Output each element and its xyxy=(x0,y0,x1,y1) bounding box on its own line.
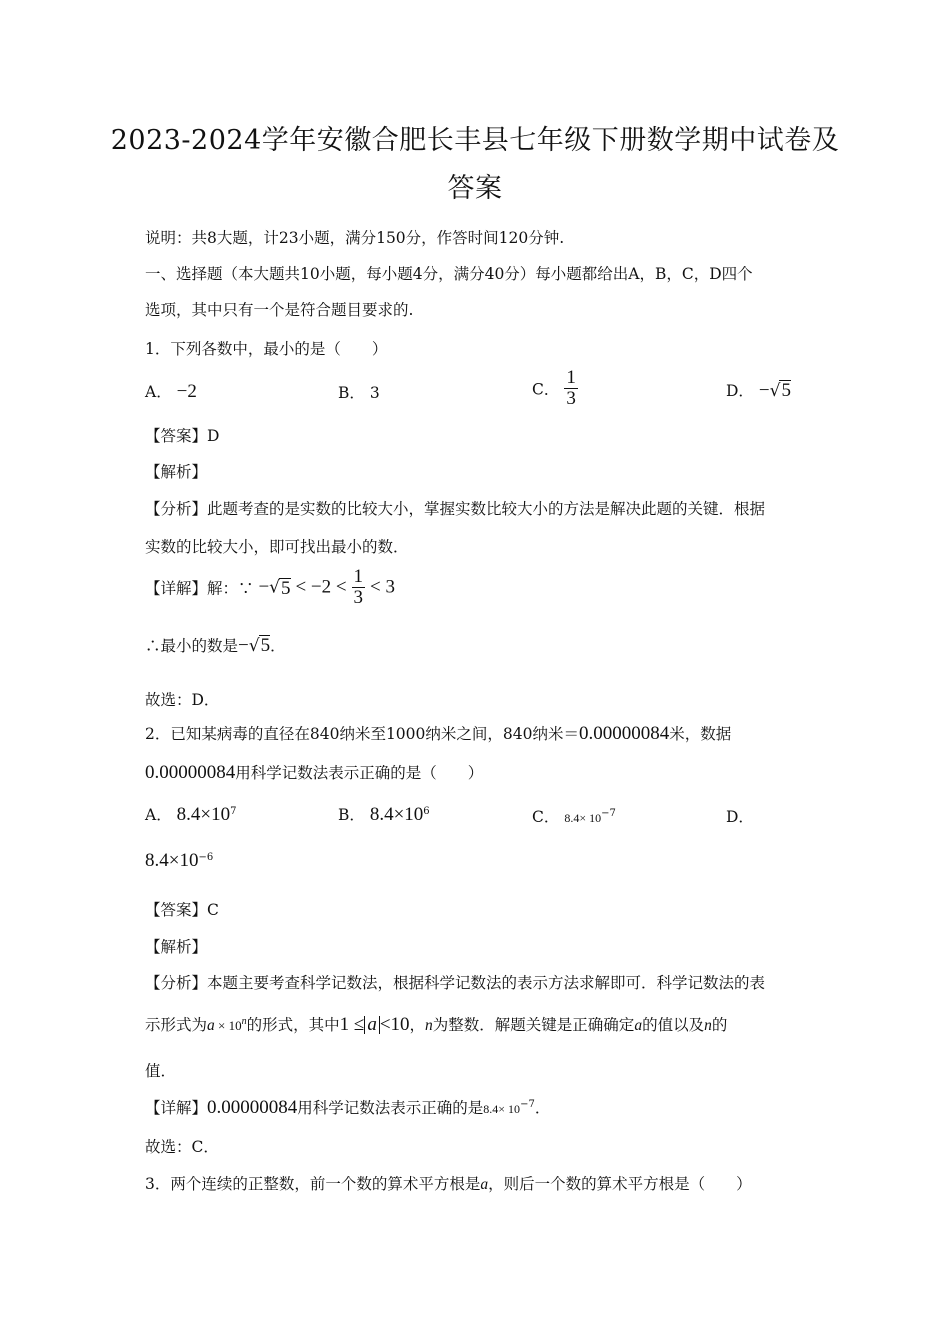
q2-choice: 故选：C． xyxy=(145,1138,219,1156)
q2-analysis-abs-a: a xyxy=(364,1016,380,1034)
sqrt-icon: √ xyxy=(248,636,260,656)
sqrt-icon: √ xyxy=(769,381,781,401)
q2-option-a-base: 8.4×10 xyxy=(176,804,231,825)
q2-detail-exponent: −7 xyxy=(520,1098,535,1110)
document-title-line-1: 2023-2024学年安徽合肥长丰县七年级下册数学期中试卷及 xyxy=(110,125,840,156)
q1-option-d-sign: − xyxy=(758,380,770,401)
q2-analysis-text-c: ， xyxy=(409,1016,426,1034)
q1-option-a-label: A． xyxy=(145,383,172,401)
q3-stem-text: 3．两个连续的正整数，前一个数的算术平方根是 xyxy=(145,1175,481,1193)
q2-analysis-var-a2: a xyxy=(634,1017,643,1034)
q2-detail xyxy=(145,1096,550,1119)
q2-stem-text-b: 米，数据 xyxy=(669,725,732,743)
q1-analysis-line-2: 实数的比较大小，即可找出最小的数． xyxy=(145,538,409,556)
q1-option-a xyxy=(145,380,197,403)
q2-analysis-times: × 10 xyxy=(214,1018,242,1033)
q2-stem-text-c: 用科学记数法表示正确的是（ ） xyxy=(235,764,484,782)
q2-analysis-line-2 xyxy=(145,1013,727,1036)
q1-explanation-label: 【解析】 xyxy=(145,463,208,481)
q1-option-b-label: B． xyxy=(338,384,365,402)
q2-analysis-var-n3: n xyxy=(704,1017,712,1034)
q1-option-c-fraction xyxy=(564,368,578,409)
q1-conclusion-radicand: 5 xyxy=(260,635,271,656)
q2-explanation-label: 【解析】 xyxy=(145,938,208,956)
q1-option-c xyxy=(532,368,578,409)
q2-answer: 【答案】C xyxy=(145,901,219,919)
q1-detail-numerator: 1 xyxy=(353,566,364,587)
section-1-heading-line-2: 选项，其中只有一个是符合题目要求的. xyxy=(145,301,414,319)
q1-option-b-value: 3 xyxy=(369,384,380,402)
q2-analysis-text-e: 的值以及 xyxy=(642,1016,705,1034)
q1-detail-radicand: 5 xyxy=(281,577,291,599)
q2-analysis-var-a: a xyxy=(207,1017,215,1034)
q1-detail-fraction xyxy=(352,567,366,608)
q1-conclusion xyxy=(145,634,286,657)
q2-detail-base: 8.4× 10 xyxy=(483,1102,521,1116)
q1-option-a-value: −2 xyxy=(176,381,197,402)
q2-option-a-exponent: 7 xyxy=(230,805,237,817)
q2-option-b-exponent: 6 xyxy=(423,805,430,817)
q1-detail xyxy=(145,567,395,608)
q1-conclusion-prefix: ∴最小的数是 xyxy=(145,637,239,655)
q2-option-b-label: B． xyxy=(338,806,365,824)
q2-analysis-line-3: 值． xyxy=(145,1062,177,1080)
q1-choice: 故选：D． xyxy=(145,691,220,709)
q1-detail-middle: < −2 < xyxy=(295,576,347,598)
q3-stem xyxy=(145,1172,752,1194)
q2-detail-prefix: 【详解】 xyxy=(145,1099,208,1117)
q2-option-d-exponent: −6 xyxy=(198,851,214,863)
q2-stem-number: 0.00000084 xyxy=(578,723,670,744)
document-title-line-2: 答案 xyxy=(447,173,503,204)
q1-detail-prefix: 【详解】解：∵ xyxy=(145,579,254,598)
q1-detail-end: < 3 xyxy=(369,576,395,598)
q2-option-a xyxy=(145,803,236,826)
q2-analysis-text-f: 的 xyxy=(711,1016,728,1034)
q1-option-c-denominator: 3 xyxy=(566,388,576,409)
q2-analysis-var-n2: n xyxy=(425,1017,433,1034)
instructions: 说明：共8大题，计23小题，满分150分，作答时间120分钟. xyxy=(145,229,565,247)
q1-option-c-numerator: 1 xyxy=(566,367,576,388)
q1-option-d xyxy=(726,379,791,402)
q2-option-a-label: A． xyxy=(145,806,172,824)
q2-option-c-exponent: −7 xyxy=(601,807,616,819)
q1-option-d-radicand: 5 xyxy=(781,380,791,401)
q2-stem-line-2 xyxy=(145,761,483,784)
q2-analysis-text-a: 示形式为 xyxy=(145,1016,208,1034)
q2-analysis-ineq-right: <10 xyxy=(379,1014,410,1035)
q2-option-d-label: D． xyxy=(726,808,754,826)
sqrt-icon: √ xyxy=(269,577,281,598)
q2-detail-number: 0.00000084 xyxy=(207,1097,298,1118)
q1-answer: 【答案】D xyxy=(145,427,220,445)
q2-stem-line-1 xyxy=(145,722,731,745)
q2-option-d-label-wrap xyxy=(726,805,754,827)
q2-option-b-base: 8.4×10 xyxy=(369,804,424,825)
q2-option-d-base: 8.4×10 xyxy=(145,850,199,871)
q3-stem-var-a: a xyxy=(480,1176,489,1193)
q1-option-c-label: C． xyxy=(532,380,560,399)
q2-option-c-base: 8.4× 10 xyxy=(564,811,602,825)
q2-option-c xyxy=(532,805,616,827)
q1-detail-denominator: 3 xyxy=(353,587,364,608)
q2-stem-text-a: 2．已知某病毒的直径在840纳米至1000纳米之间，840纳米＝ xyxy=(145,725,579,743)
q1-conclusion-sign: − xyxy=(238,635,249,656)
q2-analysis-text-b: 的形式，其中 xyxy=(246,1016,340,1034)
q2-option-c-label: C． xyxy=(532,808,560,826)
q2-option-b xyxy=(338,803,430,826)
q1-stem: 1．下列各数中，最小的是（ ） xyxy=(145,340,388,358)
q1-option-d-label: D． xyxy=(726,382,754,400)
q2-detail-end: ． xyxy=(534,1099,551,1117)
section-1-heading-line-1: 一、选择题（本大题共10小题，每小题4分，满分40分）每小题都给出A，B，C，D四个 xyxy=(145,265,753,283)
q2-option-d xyxy=(145,850,213,872)
q2-analysis-var-n: n xyxy=(241,1015,247,1027)
q2-stem-number-2: 0.00000084 xyxy=(145,762,236,783)
q2-analysis-line-1: 【分析】本题主要考查科学记数法，根据科学记数法的表示方法求解即可．科学记数法的表 xyxy=(145,974,766,992)
q2-analysis-ineq-left: 1 ≤ xyxy=(339,1014,365,1035)
q1-detail-sign: − xyxy=(258,576,270,598)
q2-analysis-text-d: 为整数．解题关键是正确确定 xyxy=(432,1016,635,1034)
q1-conclusion-end: ． xyxy=(270,637,286,655)
q2-detail-middle: 用科学记数法表示正确的是 xyxy=(297,1099,484,1117)
q3-stem-end: ，则后一个数的算术平方根是（ ） xyxy=(488,1175,752,1193)
q1-analysis-line-1: 【分析】此题考查的是实数的比较大小，掌握实数比较大小的方法是解决此题的关键．根据 xyxy=(145,500,766,518)
q1-option-b xyxy=(338,381,380,403)
